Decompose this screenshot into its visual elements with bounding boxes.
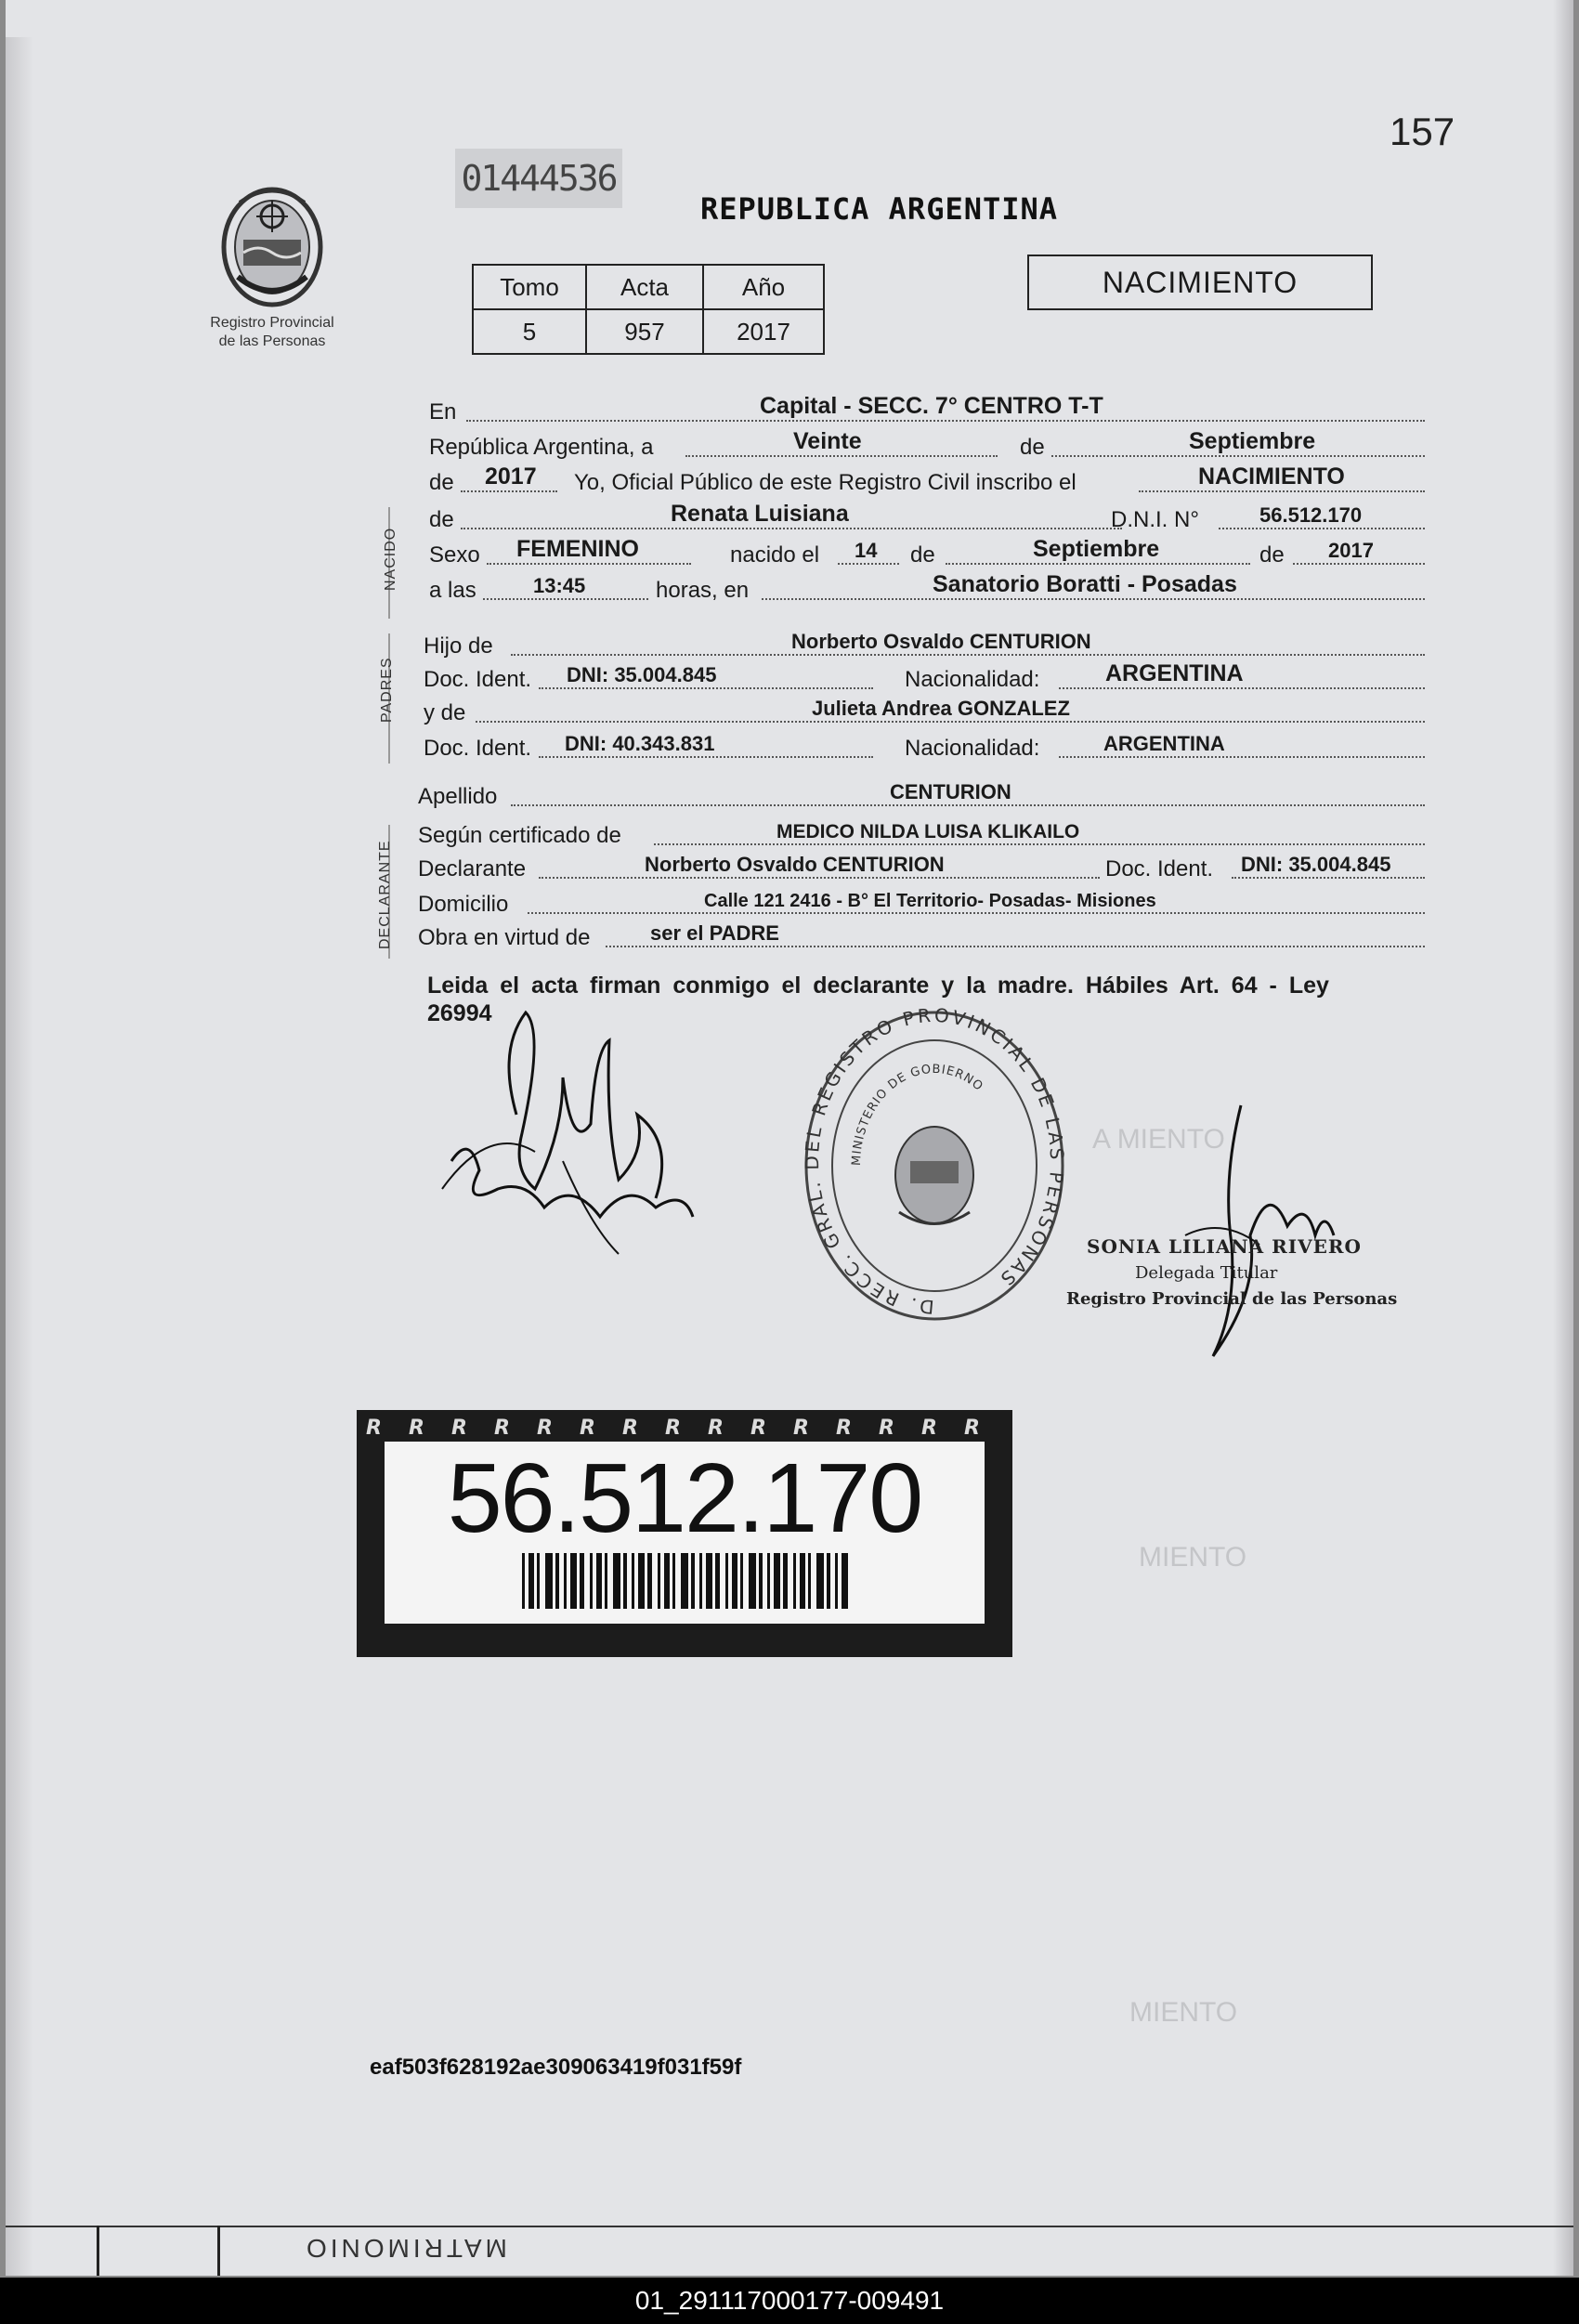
declarant-name: Norberto Osvaldo CENTURION	[645, 853, 945, 876]
barcode-bar	[580, 1553, 584, 1609]
capacity-row	[418, 920, 1430, 953]
pattern-glyph: R	[409, 1417, 424, 1440]
address-value: Calle 121 2416 - B° El Territorio- Posadas- Misiones	[704, 891, 1156, 911]
surname-value: CENTURION	[890, 780, 1011, 803]
table-header-ano: Año	[703, 265, 824, 309]
apellido-label: Apellido	[418, 784, 498, 809]
barcode-bar	[647, 1553, 652, 1609]
padres-side-label: PADRES	[379, 657, 395, 723]
pattern-glyph: R	[921, 1417, 937, 1440]
de-label: de	[1020, 435, 1045, 460]
barcode-bar	[605, 1553, 607, 1609]
barcode-bar	[564, 1553, 567, 1609]
barcode-bar	[681, 1553, 688, 1609]
dotted-line	[1232, 877, 1425, 879]
sex-value: FEMENINO	[516, 536, 639, 562]
nacionalidad-label: Nacionalidad:	[905, 667, 1040, 692]
pattern-glyph: R	[836, 1417, 852, 1440]
en-label: En	[429, 399, 457, 424]
pattern-glyph: R	[580, 1417, 595, 1440]
show-through-text: MIENTO	[1139, 1542, 1247, 1573]
barcode-bar	[596, 1553, 602, 1609]
mirror-word: MATRIMONIO	[303, 2234, 507, 2263]
registry-name	[191, 314, 353, 351]
barcode-bar	[623, 1553, 627, 1609]
barcode-panel	[385, 1442, 985, 1624]
barcode-bar	[555, 1553, 559, 1609]
birth-day: 14	[855, 539, 878, 562]
bottom-tick	[217, 2226, 220, 2276]
father-doc: DNI: 35.004.845	[567, 663, 717, 686]
certificate-row	[418, 817, 1430, 851]
barcode-bar	[800, 1553, 805, 1609]
dotted-line	[539, 756, 873, 758]
pattern-glyph: R	[793, 1417, 809, 1440]
barcode-bar	[613, 1553, 620, 1609]
dotted-line	[539, 687, 873, 689]
record-type-box: NACIMIENTO	[1027, 255, 1373, 310]
certificate-value: MEDICO NILDA LUISA KLIKAILO	[776, 821, 1080, 842]
barcode-bars	[385, 1442, 985, 1624]
address-row	[418, 886, 1430, 920]
declarante-label: Declarante	[418, 856, 527, 881]
republic-label: República Argentina, a	[429, 435, 654, 460]
page-edge-right	[1553, 0, 1573, 2276]
dotted-line	[838, 563, 899, 565]
table-header-tomo: Tomo	[473, 265, 586, 309]
father-name: Norberto Osvaldo CENTURION	[791, 630, 1091, 653]
declarante-side-label: DECLARANTE	[377, 840, 393, 949]
dotted-line	[487, 563, 691, 565]
book-reference-table	[472, 264, 825, 355]
dotted-line	[762, 598, 1425, 600]
dotted-line	[476, 721, 1425, 723]
barcode-bar	[774, 1553, 780, 1609]
registrar-name: SONIA LILIANA RIVERO	[1087, 1235, 1362, 1258]
page-number: 157	[1390, 110, 1455, 153]
a-las-label: a las	[429, 578, 476, 603]
barcode-bar	[740, 1553, 743, 1609]
table-header-acta: Acta	[586, 265, 703, 309]
registrar-signature	[1129, 1096, 1343, 1365]
y-de-label: y de	[424, 700, 466, 725]
doc-ident-label: Doc. Ident.	[1105, 856, 1214, 881]
pattern-glyph: R	[622, 1417, 638, 1440]
day-value: Veinte	[793, 428, 862, 454]
dotted-line	[946, 563, 1250, 565]
declarant-row	[418, 851, 1430, 884]
barcode-bar	[808, 1553, 811, 1609]
barcode-bar	[835, 1553, 838, 1609]
barcode-bar	[664, 1553, 670, 1609]
table-cell-ano: 2017	[703, 309, 824, 354]
pattern-glyph: R	[366, 1417, 382, 1440]
bottom-rule	[6, 2226, 1573, 2227]
dotted-line	[511, 654, 1425, 656]
barcode-bar	[590, 1553, 593, 1609]
barcode-bar	[816, 1553, 824, 1609]
barcode-bar	[827, 1553, 830, 1609]
pattern-glyph: R	[494, 1417, 510, 1440]
barcode-bar	[706, 1553, 712, 1609]
seal-inner-text: MINISTERIO DE GOBIERNO	[849, 1062, 986, 1167]
surname-row	[418, 778, 1430, 812]
barcode-bar	[732, 1553, 737, 1609]
barcode-bar	[759, 1553, 763, 1609]
time-place-row	[424, 572, 1430, 606]
mother-name: Julieta Andrea GONZALEZ	[812, 697, 1070, 720]
doc-ident-label: Doc. Ident.	[424, 736, 532, 761]
table-cell-tomo: 5	[473, 309, 586, 354]
barcode-bar	[632, 1553, 634, 1609]
barcode-bar	[522, 1553, 525, 1609]
barcode-bar	[842, 1553, 848, 1609]
barcode-bar	[638, 1553, 645, 1609]
barcode-bar	[691, 1553, 695, 1609]
dotted-line	[466, 420, 1425, 422]
sexo-label: Sexo	[429, 542, 480, 568]
nacido-el-label: nacido el	[730, 542, 820, 568]
date-row	[424, 429, 1430, 463]
dotted-line	[1059, 756, 1425, 758]
de-label: de	[429, 470, 454, 495]
official-text: Yo, Oficial Público de este Registro Civil inscribo el	[574, 470, 1077, 495]
mother-doc: DNI: 40.343.831	[565, 732, 715, 755]
dotted-line	[539, 877, 1100, 879]
dni-label: D.N.I. N°	[1111, 507, 1199, 532]
name-row	[424, 502, 1430, 535]
certificado-label: Según certificado de	[418, 823, 621, 848]
father-nationality: ARGENTINA	[1105, 660, 1244, 686]
doc-ident-label: Doc. Ident.	[424, 667, 532, 692]
barcode-bar	[545, 1553, 553, 1609]
serial-number: 01444536	[455, 149, 622, 208]
barcode-bar	[672, 1553, 675, 1609]
dotted-line	[685, 455, 998, 457]
barcode-bar	[749, 1553, 756, 1609]
dotted-line	[461, 490, 557, 492]
place-row	[424, 394, 1430, 427]
pattern-glyph: R	[537, 1417, 553, 1440]
pattern-glyph: R	[708, 1417, 724, 1440]
barcode-bar	[658, 1553, 660, 1609]
nacido-side-label: NACIDO	[383, 527, 398, 591]
obra-label: Obra en virtud de	[418, 925, 591, 950]
dotted-line	[528, 912, 1425, 914]
show-through-text: A MIENTO	[1092, 1124, 1225, 1155]
barcode-bar	[725, 1553, 728, 1609]
birth-year: 2017	[1328, 539, 1374, 562]
pattern-glyph: R	[451, 1417, 467, 1440]
de-label: de	[1259, 542, 1285, 568]
event-value: NACIMIENTO	[1198, 463, 1345, 490]
dotted-line	[1059, 687, 1425, 689]
pattern-glyph: R	[964, 1417, 980, 1440]
seal-outer-text: D. RECC. GRAL. DEL REGISTRO PROVINCIAL DE LAS PERSONAS	[801, 1003, 1069, 1319]
barcode-bar	[529, 1553, 534, 1609]
mother-nationality: ARGENTINA	[1103, 732, 1225, 755]
registry-name-line: de las Personas	[218, 333, 326, 349]
place-value: Capital - SECC. 7° CENTRO T-T	[760, 393, 1103, 419]
dotted-line	[1219, 528, 1425, 529]
barcode-bar	[783, 1553, 788, 1609]
mother-row	[424, 695, 1430, 728]
hijo-de-label: Hijo de	[424, 633, 493, 659]
registrar-role: Delegada Titular	[1135, 1263, 1278, 1283]
table-cell-acta: 957	[586, 309, 703, 354]
dni-barcode-label	[357, 1410, 1012, 1657]
barcode-bar	[793, 1553, 796, 1609]
year-row	[424, 464, 1430, 498]
month-value: Septiembre	[1189, 428, 1316, 454]
registry-seal	[795, 994, 1074, 1338]
document-page	[6, 0, 1573, 2276]
horas-label: horas, en	[656, 578, 750, 603]
barcode-bar	[537, 1553, 540, 1609]
de-label: de	[910, 542, 935, 568]
registry-name-line: Registro Provincial	[210, 315, 334, 331]
father-doc-row	[424, 661, 1430, 695]
page-edge-left	[6, 37, 33, 2276]
child-dni: 56.512.170	[1259, 503, 1363, 527]
registrar-office: Registro Provincial de las Personas	[1066, 1289, 1398, 1309]
bottom-tick	[97, 2226, 99, 2276]
birth-place: Sanatorio Boratti - Posadas	[933, 571, 1237, 597]
birth-time: 13:45	[533, 574, 586, 597]
barcode-bar	[715, 1553, 720, 1609]
barcode-number: 56.512.170	[447, 1443, 922, 1553]
closing-note: Leida el acta firman conmigo el declarante y la madre. Hábiles Art. 64 - Ley 26994	[427, 973, 1329, 1026]
pattern-glyph: R	[750, 1417, 766, 1440]
dotted-line	[461, 528, 1122, 529]
barcode-bar	[767, 1553, 770, 1609]
show-through-text: MIENTO	[1129, 1997, 1238, 2028]
provincial-crest-icon	[202, 175, 342, 314]
sex-birth-row	[424, 537, 1430, 570]
declarant-doc: DNI: 35.004.845	[1241, 853, 1391, 876]
document-hash: eaf503f628192ae309063419f031f59f	[370, 2055, 742, 2080]
pattern-glyph: R	[665, 1417, 681, 1440]
capacity-value: ser el PADRE	[650, 921, 779, 945]
dotted-line	[511, 804, 1425, 806]
pattern-glyph: R	[879, 1417, 894, 1440]
dotted-line	[606, 946, 1425, 947]
domicilio-label: Domicilio	[418, 892, 509, 917]
de-label: de	[429, 507, 454, 532]
dotted-line	[1051, 455, 1425, 457]
footer-id: 01_291117000177-009491	[634, 2286, 945, 2315]
dotted-line	[1293, 563, 1425, 565]
nacionalidad-label: Nacionalidad:	[905, 736, 1040, 761]
mother-doc-row	[424, 730, 1430, 764]
dotted-line	[654, 843, 1425, 845]
dotted-line	[1139, 490, 1425, 492]
barcode-bar	[699, 1553, 702, 1609]
child-name: Renata Luisiana	[671, 501, 849, 527]
birth-month: Septiembre	[1033, 536, 1160, 562]
year-value: 2017	[485, 463, 537, 490]
barcode-bar	[570, 1553, 577, 1609]
father-row	[424, 628, 1430, 661]
dotted-line	[483, 598, 648, 600]
country-title: REPUBLICA ARGENTINA	[700, 191, 1059, 227]
declarant-signature	[433, 994, 739, 1273]
